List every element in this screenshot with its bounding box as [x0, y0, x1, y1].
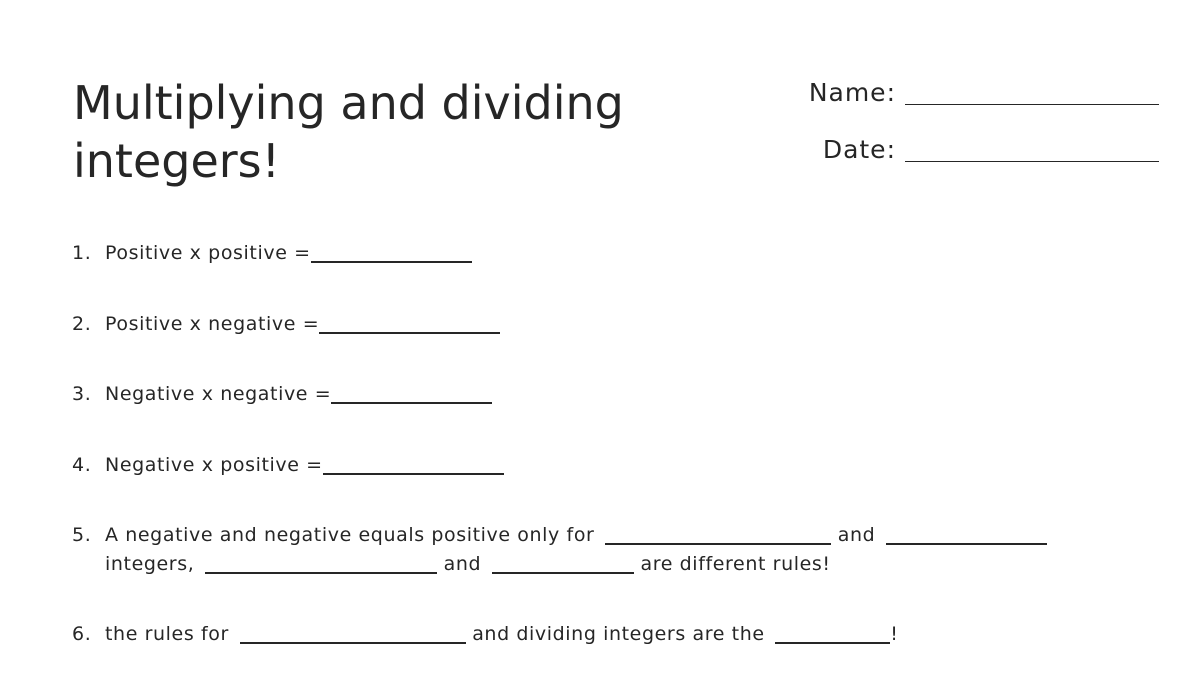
- answer-blank[interactable]: [311, 261, 472, 263]
- answer-blank[interactable]: [492, 572, 634, 574]
- question-text: are different rules!: [640, 553, 831, 575]
- worksheet-title: Multiplying and dividing integers!: [73, 76, 624, 188]
- question-text: Negative x positive =: [105, 454, 323, 476]
- answer-blank[interactable]: [886, 543, 1047, 545]
- question-number: 3.: [72, 383, 92, 405]
- question-number: 4.: [72, 454, 92, 476]
- name-label: Name:: [808, 78, 896, 107]
- answer-blank[interactable]: [205, 572, 437, 574]
- question-number: 2.: [72, 313, 92, 335]
- answer-blank[interactable]: [319, 332, 500, 334]
- question-6: [72, 620, 1172, 649]
- question-text: integers,: [105, 553, 195, 575]
- date-field: [776, 135, 1159, 164]
- question-1: [72, 239, 1172, 268]
- answer-blank[interactable]: [605, 543, 831, 545]
- question-2: [72, 310, 1172, 339]
- name-field: [776, 78, 1159, 107]
- question-number: 6.: [72, 623, 92, 645]
- question-text: and: [443, 553, 482, 575]
- date-label: Date:: [822, 135, 896, 164]
- answer-blank[interactable]: [323, 473, 504, 475]
- question-text: and dividing integers are the: [472, 623, 765, 645]
- answer-blank[interactable]: [775, 642, 890, 644]
- question-number: 5.: [72, 524, 92, 546]
- question-text: the rules for: [105, 623, 229, 645]
- date-blank-line[interactable]: [905, 161, 1159, 162]
- question-text: Positive x negative =: [105, 313, 320, 335]
- question-text: !: [890, 623, 899, 645]
- question-number: 1.: [72, 242, 92, 264]
- question-text: Positive x positive =: [105, 242, 311, 264]
- question-text: Negative x negative =: [105, 383, 332, 405]
- answer-blank[interactable]: [331, 402, 492, 404]
- question-text: and: [837, 524, 876, 546]
- question-text: A negative and negative equals positive only for: [105, 524, 595, 546]
- question-3: [72, 380, 1172, 409]
- question-4: [72, 451, 1172, 480]
- question-5: [72, 521, 1172, 579]
- answer-blank[interactable]: [240, 642, 466, 644]
- name-blank-line[interactable]: [905, 104, 1159, 105]
